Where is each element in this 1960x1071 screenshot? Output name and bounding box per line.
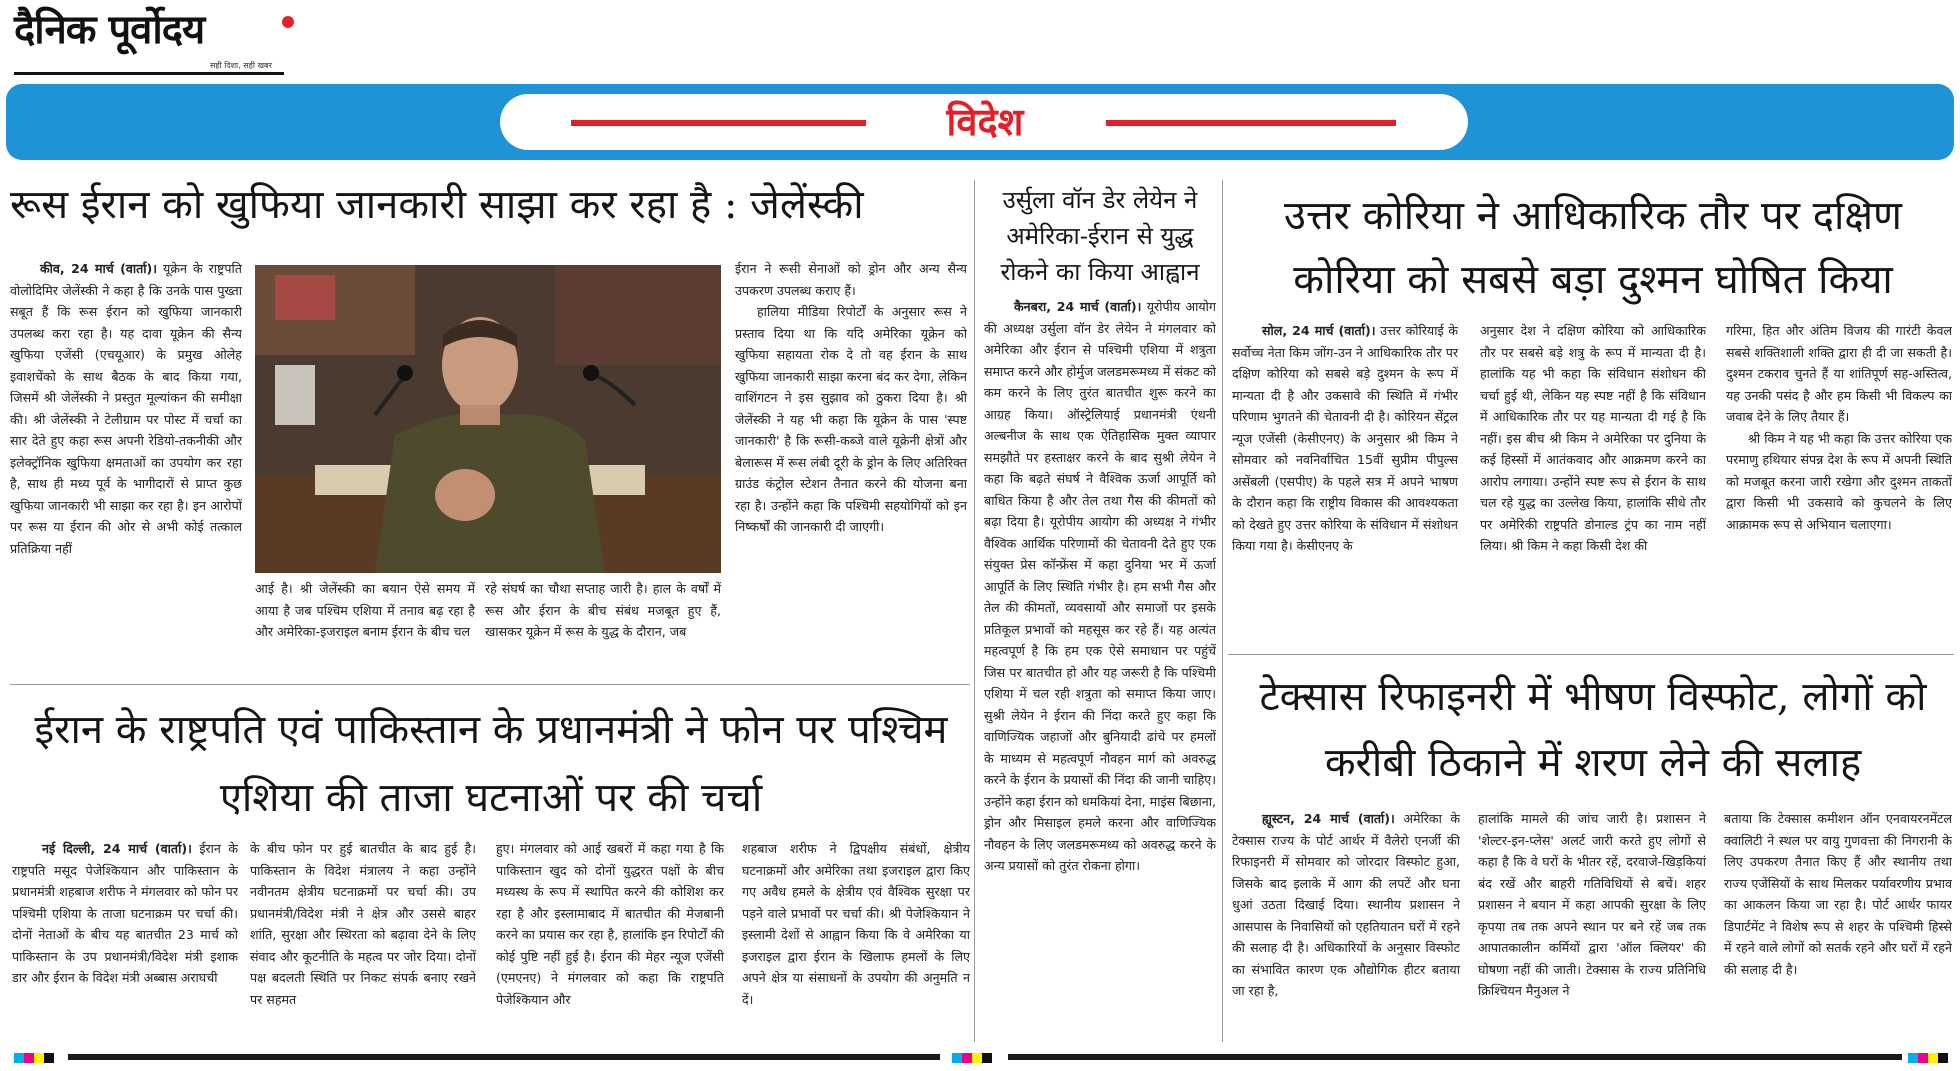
article5-col1 [1232,808,1460,1048]
logo-dot [282,16,294,28]
section-title: विदेश [946,99,1024,144]
article3-bottom-rule [1228,654,1954,655]
article4-headline: ईरान के राष्ट्रपति एवं पाकिस्तान के प्रधानमंत्री ने फोन पर पश्चिम एशिया की ताजा घटनाओं पर की चर्चा [34,707,948,821]
article3-headline: उत्तर कोरिया ने आधिकारिक तौर पर दक्षिण कोरिया को सबसे बड़ा दुश्मन घोषित किया [1284,193,1902,303]
zelensky-photo [255,265,721,573]
article1-col4b: हालिया मीडिया रिपोर्टों के अनुसार रूस ने प्रस्ताव दिया था कि यदि अमेरिका यूक्रेन को खुफिया सहायता रोक दे तो वह ईरान के साथ खुफिया जानकारी साझा करना बंद कर देगा, लेकिन वाशिंगटन ने इस सुझाव को ठुकरा दिया है। श्री जेलेंस्की ने यह भी कहा कि यूक्रेन के पास 'स्पष्ट जानकारी' है कि रूसी-कब्जे वाले यूक्रेनी क्षेत्रों और बेलारूस में रूस लंबी दूरी के ड्रोन के लिए अतिरिक्त ग्राउंड कंट्रोल स्टेशन तैनात करने की योजना बना रहा है। उन्होंने कहा कि पश्चिमी सहयोगियों को इन निष्कर्षों की जानकारी दी जाएगी। [735,304,967,534]
banner-left-line [571,120,866,126]
article3-col3a: गरिमा, हित और अंतिम विजय की गारंटी केवल सबसे शक्तिशाली शक्ति द्वारा ही दी जा सकती है। दुश्मन टकराव चुनते हैं या शांतिपूर्ण सह-अस्तित्व, यह उनकी पसंद है और हम किसी भी विकल्प का जवाब देने के लिए तैयार हैं। [1726,323,1952,424]
masthead-rule [14,72,284,75]
article3-col1 [1232,320,1458,648]
bottom-bar-left [68,1054,940,1060]
article1-bottom-rule [10,684,970,685]
article2-headline: उर्सुला वॉन डेर लेयेन ने अमेरिका-ईरान से युद्ध रोकने का किया आह्वान [1000,186,1200,286]
article3-dateline: सोल, 24 मार्च (वार्ता)। [1262,323,1376,338]
article1-col1 [10,258,242,678]
newspaper-name: दैनिक पूर्वोदय [14,6,205,53]
color-swatches-left [14,1053,54,1063]
color-swatches-middle [952,1053,992,1063]
article3-col3 [1726,320,1952,648]
article1-col3: रहे संघर्ष का चौथा सप्ताह जारी है। हाल के वर्षों में रूस और ईरान के बीच संबंध मजबूत हुए हैं, खासकर यूक्रेन में रूस के युद्ध के दौरान, जब [485,581,721,639]
bottom-bar-right [1008,1054,1902,1060]
article1-dateline: कीव, 24 मार्च (वार्ता)। [40,261,158,276]
article4-col1 [12,838,238,1048]
article4-col4: शहबाज शरीफ ने द्विपक्षीय संबंधों, क्षेत्रीय घटनाक्रमों और अमेरिका तथा इजराइल द्वारा किए गए अवैध हमले के क्षेत्रीय एवं वैश्विक सुरक्षा पर पड़ने वाले प्रभावों पर चर्चा की। श्री पेजेश्कियान ने इस्लामी देशों से आह्वान किया कि वे अमेरिका या इजराइल द्वारा ईरान के खिलाफ हमलों के लिए अपने क्षेत्र या संसाधनों के उपयोग की अनुमति न दें। [742,841,970,1007]
article3-col2: अनुसार देश ने दक्षिण कोरिया को आधिकारिक तौर पर सबसे बड़े शत्रु के रूप में मान्यता दी है। हालांकि यह भी कहा कि संविधान संशोधन की चर्चा हुई थी, लेकिन यह स्पष्ट नहीं है कि संविधान में आधिकारिक तौर पर यह मान्यता दी गई है कि नहीं। इस बीच श्री किम ने अमेरिका पर दुनिया के कई हिस्सों में आतंकवाद और आक्रमण करने का आरोप लगाया। उन्होंने स्पष्ट रूप से ईरान के साथ चल रहे युद्ध का उल्लेख किया, हालांकि सीधे तौर पर अमेरिकी राष्ट्रपति डोनाल्ड ट्रंप का नाम नहीं लिया। श्री किम ने कहा किसी देश की [1480,323,1706,553]
article5-col2: हालांकि मामले की जांच जारी है। प्रशासन ने 'शेल्टर-इन-प्लेस' अलर्ट जारी करते हुए लोगों से कहा है कि वे घरों के भीतर रहें, दरवाजे-खिड़कियां बंद रखें और बाहरी गतिविधियों से बचें। शहर प्रशासन ने बयान में कहा आपकी सुरक्षा के लिए कृपया तब तक अपने स्थान पर बने रहें जब तक आपातकालीन कर्मियों द्वारा 'ऑल क्लियर' की घोषणा नहीं की जाती। टेक्सास के राज्य प्रतिनिधि क्रिश्चियन मैनुअल ने [1478,811,1706,998]
column-divider-2 [1222,180,1223,1042]
masthead-logo [14,6,294,76]
article1-col1-text: यूक्रेन के राष्ट्रपति वोलोदिमिर जेलेंस्की ने कहा है कि उनके पास पुख्ता सबूत हैं कि रूस ईरान को खुफिया जानकारी उपलब्ध करा रहा है। यह दावा यूक्रेन की सैन्य खुफिया एजेंसी (एचयूआर) के प्रमुख ओलेह इवाशचेंको के साथ बैठक के बाद किया गया, जिसमें श्री जेलेंस्की ने प्रस्तुत मूल्यांकन की समीक्षा की। श्री जेलेंस्की ने टेलीग्राम पर पोस्ट में चर्चा का सार देते हुए कहा रूस अपनी रेडियो-तकनीकी और इलेक्ट्रॉनिक खुफिया क्षमताओं का उपयोग कर रहा है, साथ ही मध्य पूर्व के भागीदारों से प्राप्त कुछ खुफिया जानकारी भी साझा कर रहा है। इन आरोपों पर रूस या ईरान की ओर से अभी कोई तत्काल प्रतिक्रिया नहीं [10,261,242,556]
column-divider-1 [974,180,975,1042]
article3-col3b: श्री किम ने यह भी कहा कि उत्तर कोरिया एक परमाणु हथियार संपन्न देश के रूप में अपनी स्थिति को मजबूत करना जारी रखेगा और दुश्मन ताकतों द्वारा किसी भी उकसावे को कुचलने के लिए आक्रामक रूप से अभियान चलाएगा। [1726,430,1952,532]
article5-headline: टेक्सास रिफाइनरी में भीषण विस्फोट, लोगों को करीबी ठिकाने में शरण लेने की सलाह [1259,674,1927,786]
article4-col3: हुए। मंगलवार को आई खबरों में कहा गया है कि पाकिस्तान खुद को दोनों युद्धरत पक्षों के बीच मध्यस्थ के रूप में स्थापित करने की कोशिश कर रहा है और इस्लामाबाद में बातचीत की मेजबानी करने का प्रयास कर रहा है, हालांकि इन रिपोर्टों की कोई पुष्टि नहीं हुई है। ईरान की मेहर न्यूज एजेंसी (एमएनए) ने मंगलवार को कहा कि राष्ट्रपति पेजेश्कियान और [496,841,724,1007]
banner-right-line [1106,120,1396,126]
article2-body [984,296,1216,1038]
article1-col4 [735,258,967,678]
article1-headline: रूस ईरान को खुफिया जानकारी साझा कर रहा है : जेलेंस्की [10,182,864,228]
article4-dateline: नई दिल्ली, 24 मार्च (वार्ता)। [42,841,192,856]
article3-col1-text: उत्तर कोरियाई के सर्वोच्च नेता किम जोंग-उन ने आधिकारिक तौर पर दक्षिण कोरिया को सबसे बड़े दुश्मन के रूप में मान्यता दी है और उकसावे की स्थिति में गंभीर परिणाम भुगतने की चेतावनी दी है। कोरियन सेंट्रल न्यूज एजेंसी (केसीएनए) के अनुसार श्री किम ने सोमवार को नवनिर्वाचित 15वीं सुप्रीम पीपुल्स असेंबली (एसपीए) के पहले सत्र में अपने भाषण के दौरान कहा कि राष्ट्रीय विकास की आवश्यकता को देखते हुए उत्तर कोरिया के संविधान में संशोधन किया गया है। केसीएनए के [1232,323,1458,553]
article2-dateline: कैनबरा, 24 मार्च (वार्ता)। [1014,299,1142,314]
color-swatches-right [1908,1053,1948,1063]
article1-col4a: ईरान ने रूसी सेनाओं को ड्रोन और अन्य सैन्य उपकरण उपलब्ध कराए हैं। [735,261,967,298]
article5-col3: बताया कि टेक्सास कमीशन ऑन एनवायरनमेंटल क्वालिटी ने स्थल पर वायु गुणवत्ता की निगरानी के लिए उपकरण तैनात किए हैं और स्थानीय तथा राज्य एजेंसियों के साथ मिलकर पर्यावरणीय प्रभाव का आकलन किया जा रहा है। पोर्ट आर्थर फायर डिपार्टमेंट ने विशेष रूप से शहर के पश्चिमी हिस्से में रहने वाले लोगों को सतर्क रहने और घरों में रहने की सलाह दी है। [1724,811,1952,977]
newspaper-tagline: सही दिशा, सही खबर [210,61,272,70]
article5-dateline: ह्यूस्टन, 24 मार्च (वार्ता)। [1262,811,1395,826]
article4-col2: के बीच फोन पर हुई बातचीत के बाद हुई है। पाकिस्तान के विदेश मंत्रालय ने कहा उन्होंने नवीनतम क्षेत्रीय घटनाक्रमों पर चर्चा की। उप प्रधानमंत्री/विदेश मंत्री ने क्षेत्र और उससे बाहर शांति, सुरक्षा और स्थिरता को बढ़ावा देने के लिए संवाद और कूटनीति के महत्व पर जोर दिया। दोनों पक्ष बदलती स्थिति पर निकट संपर्क बनाए रखने पर सहमत [250,841,476,1007]
article5-col1-text: अमेरिका के टेक्सास राज्य के पोर्ट आर्थर में वैलेरो एनर्जी की रिफाइनरी में सोमवार को जोरदार विस्फोट हुआ, जिसके बाद इलाके में आग की लपटें और घना धुआं उठता दिखाई दिया। स्थानीय प्रशासन ने आसपास के निवासियों को एहतियातन घरों में रहने की सलाह दी है। अधिकारियों के अनुसार विस्फोट का संभावित कारण एक औद्योगिक हीटर बताया जा रहा है, [1232,811,1460,998]
article4-col1-text: ईरान के राष्ट्रपति मसूद पेजेश्कियान और पाकिस्तान के प्रधानमंत्री शहबाज शरीफ ने मंगलवार को फोन पर पश्चिमी एशिया के ताजा घटनाक्रम पर चर्चा की। दोनों नेताओं के बीच यह बातचीत 23 मार्च को पाकिस्तान के उप प्रधानमंत्री/विदेश मंत्री इशाक डार और ईरान के विदेश मंत्री अब्बास अराघची [12,841,238,985]
article2-body-text: यूरोपीय आयोग की अध्यक्ष उर्सुला वॉन डेर लेयेन ने मंगलवार को अमेरिका और ईरान से पश्चिमी एशिया में शत्रुता समाप्त करने और होर्मुज जलडमरूमध्य में संकट को कम करने के लिए तुरंत बातचीत शुरू करने का आग्रह किया। ऑस्ट्रेलियाई प्रधानमंत्री एंथनी अल्बनीज के साथ एक ऐतिहासिक मुक्त व्यापार समझौते पर हस्ताक्षर करने के बाद सुश्री लेयेन ने कहा कि बढ़ते संघर्ष ने वैश्विक ऊर्जा आपूर्ति को बाधित किया है और तेल तथा गैस की कीमतों को बढ़ा दिया है। यूरोपीय आयोग की अध्यक्ष ने गंभीर वैश्विक आर्थिक परिणामों की चेतावनी देते हुए एक संयुक्त प्रेस कॉन्फ्रेंस में कहा दुनिया भर में ऊर्जा आपूर्ति के लिए स्थिति गंभीर है। हम सभी गैस और तेल की कीमतों, व्यवसायों और समाजों पर इसके प्रतिकूल प्रभावों को महसूस कर रहे हैं। यह अत्यंत महत्वपूर्ण है कि हम एक ऐसे समाधान पर पहुंचें जिस पर बातचीत हो और यह जरूरी है कि पश्चिमी एशिया में चल रही शत्रुता को समाप्त किया जाए। सुश्री लेयेन ने ईरान की निंदा करते हुए कहा कि वाणिज्यिक जहाजों और बुनियादी ढांचे पर हमलों के माध्यम से महत्वपूर्ण नौवहन मार्ग को अवरुद्ध करने के ईरान के प्रयासों की निंदा की जानी चाहिए। उन्होंने कहा ईरान को धमकियां देना, माइंस बिछाना, ड्रोन और मिसाइल हमले करना और वाणिज्यिक नौवहन के लिए जलडमरूमध्य को अवरुद्ध करने के अन्य प्रयासों को तुरंत रोकना होगा। [984,299,1216,873]
article1-col2: आई है। श्री जेलेंस्की का बयान ऐसे समय में आया है जब पश्चिम एशिया में तनाव बढ़ रहा है और अमेरिका-इजराइल बनाम ईरान के बीच चल [255,581,475,639]
